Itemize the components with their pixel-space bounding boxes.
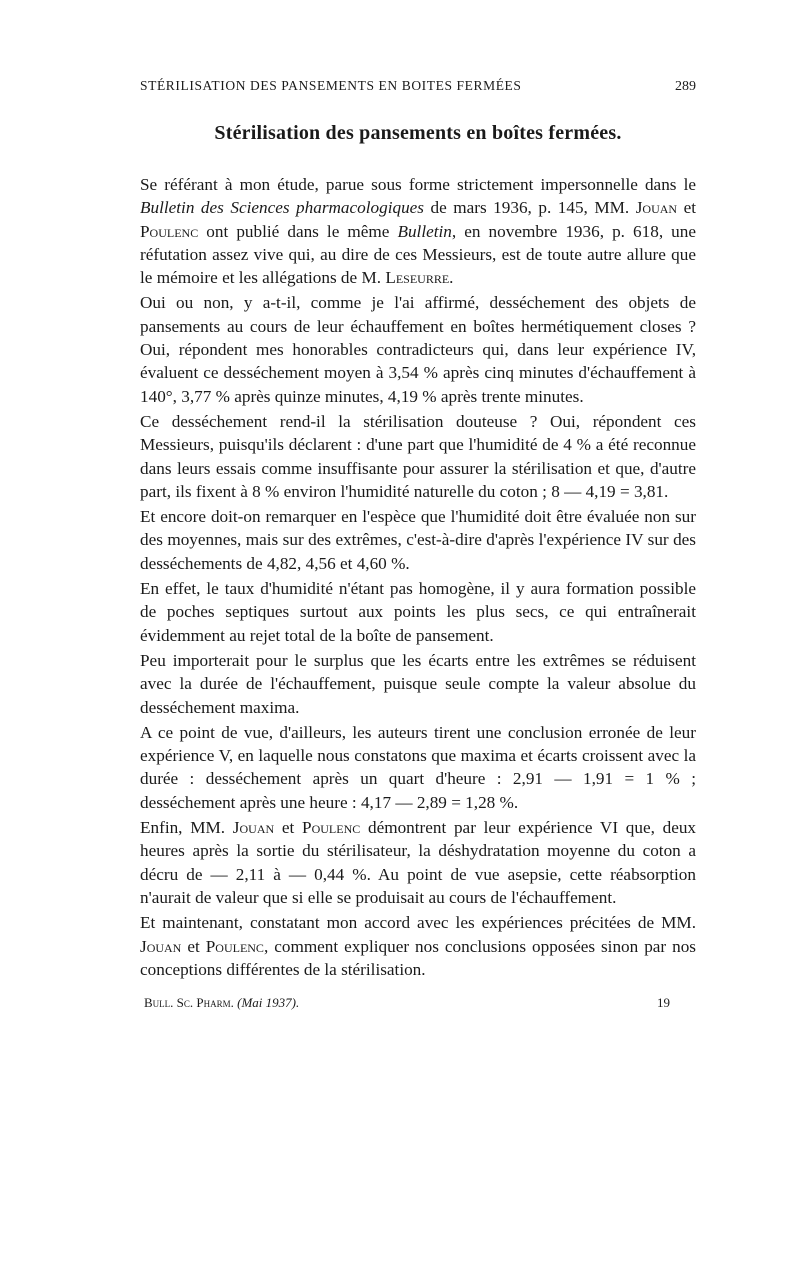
paragraph-7: A ce point de vue, d'ailleurs, les auteurs tirent une conclusion erronée de leur expérience V, en laquelle nous constatons que maxima et écarts croissent avec la durée : desséchement après un quart d'heure : 2,91 — 1,91 = 1 % ; desséchement après une heure : 4,17 — 2,89 = 1,28 %. <box>140 722 696 812</box>
article-body <box>140 173 696 981</box>
page-footer <box>140 995 696 1011</box>
author-name: Jouan <box>635 198 678 218</box>
journal-name: Bulletin des Sciences pharmacologiques <box>140 198 424 218</box>
journal-name-short: Bulletin <box>397 221 452 241</box>
footer-citation <box>144 995 299 1011</box>
author-name: Leseurre <box>385 268 450 288</box>
author-name: Jouan <box>140 936 182 956</box>
running-head <box>140 78 696 104</box>
sheet-number: 19 <box>657 995 670 1011</box>
article-title: Stérilisation des pansements en boîtes fermées. <box>214 122 622 144</box>
paragraph-3: Ce desséchement rend-il la stérilisation douteuse ? Oui, répondent ces Messieurs, puisqu'ils déclarent : d'une part que l'humidité de 4 % a été reconnue dans leurs essais comme insuffisante pour assurer la stérilisation et que, d'autre part, ils fixent à 8 % environ l'humidité naturelle du coton ; 8 — 4,19 = 3,81. <box>140 411 696 501</box>
paragraph-8: Enfin, MM. Jouan et Poulenc démontrent par leur expérience VI que, deux heures après la sortie du stérilisateur, la déshydratation moyenne du coton a décru de — 2,11 à — 0,44 %. Au point de vue asepsie, cette réabsorption n'aurait de valeur que si elle se produisait au cours de l'échauffement. <box>140 818 697 907</box>
running-head-title: STÉRILISATION DES PANSEMENTS EN BOITES FERMÉES <box>140 78 522 93</box>
author-name: Poulenc <box>205 936 264 956</box>
footer-journal: Bull. Sc. Pharm. <box>144 995 234 1011</box>
paragraph-6: Peu importerait pour le surplus que les écarts entre les extrêmes se réduisent avec la durée de l'échauffement, puisque seule compte la valeur absolue du desséchement maxima. <box>140 650 696 717</box>
author-name: Poulenc <box>140 221 199 241</box>
author-name: Poulenc <box>302 818 361 838</box>
footer-issue: (Mai 1937). <box>237 995 300 1011</box>
paragraph-2: Oui ou non, y a-t-il, comme je l'ai affirmé, desséchement des objets de pansements au cours de leur échauffement en boîtes hermétiquement closes ? Oui, répondent mes honorables contradicteurs qui, dans leur expérience IV, évaluent ce desséchement moyen à 3,54 % après cinq minutes d'échauffement à 140°, 3,77 % après quinze minutes, 4,19 % après trente minutes. <box>140 293 696 406</box>
paragraph-5: En effet, le taux d'humidité n'étant pas homogène, il y aura formation possible de poches septiques surtout aux points les plus secs, ce qui entraînerait évidemment au rejet total de la boîte de pansement. <box>140 579 696 645</box>
author-name: Jouan <box>232 818 275 838</box>
page-number: 289 <box>675 79 696 94</box>
paragraph-4: Et encore doit-on remarquer en l'espèce que l'humidité doit être évaluée non sur des moyennes, mais sur des extrêmes, c'est-à-dire d'après l'expérience IV sur des desséchements de 4,82, 4,56 et 4,60 %. <box>140 507 696 573</box>
paragraph-1: Se référant à mon étude, parue sous forme strictement impersonnelle dans le Bulletin des Sciences pharmacologiques de mars 1936, p. 145, MM. Jouan et Poulenc ont publié dans le même Bulletin, en novembre 1936, p. 618, une réfutation assez vive qui, au dire de ces Messieurs, est de toute autre allure que le mémoire et les allégations de M. Leseurre. <box>140 175 696 288</box>
document-page <box>140 78 696 1011</box>
paragraph-9: Et maintenant, constatant mon accord avec les expériences précitées de MM. Jouan et Poulenc, comment expliquer nos conclusions opposées sinon par nos conceptions différentes de la stérilisation. <box>140 913 696 979</box>
